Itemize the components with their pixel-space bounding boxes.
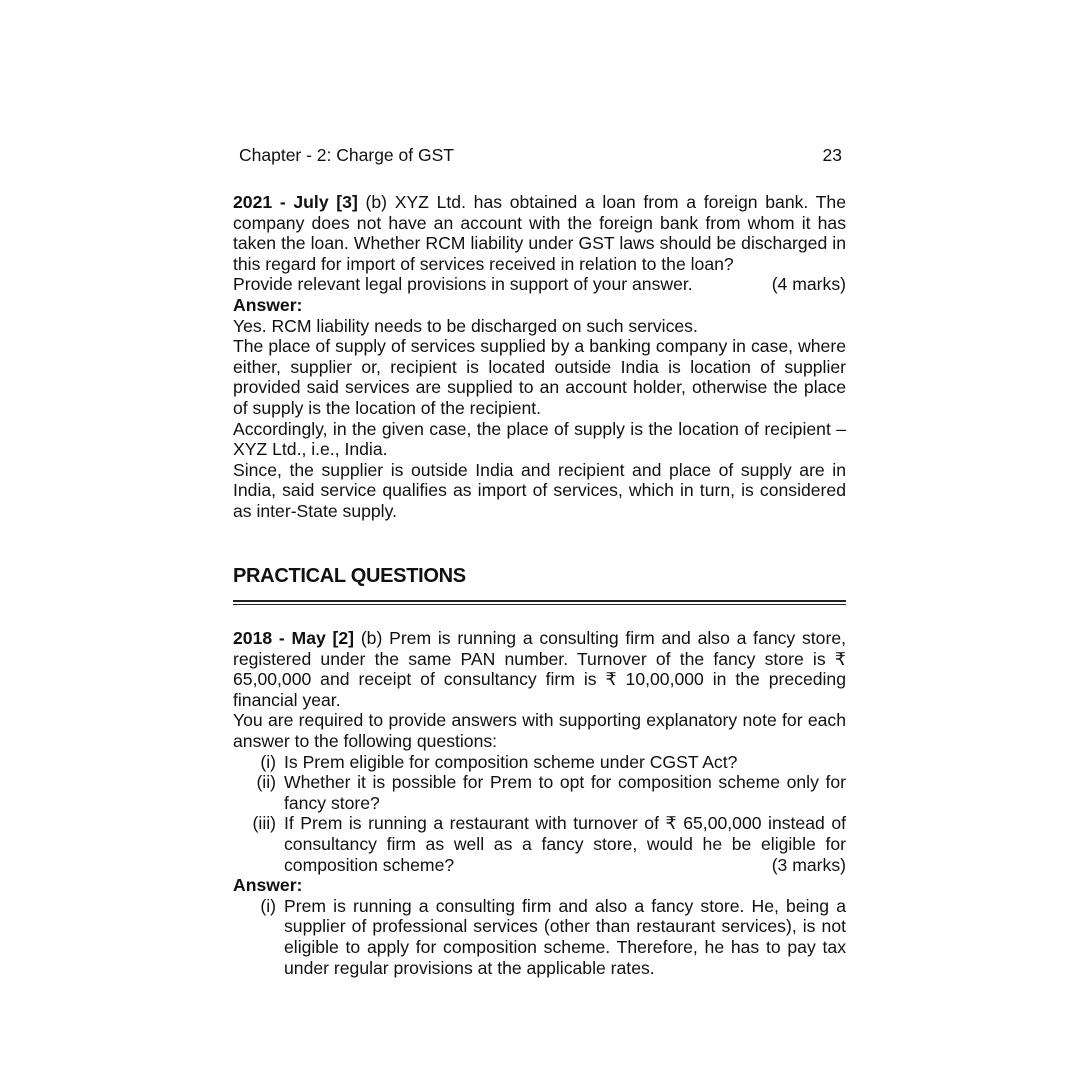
sub-question-text: Whether it is possible for Prem to opt for composition scheme only for fancy store?	[284, 772, 846, 813]
section-heading: PRACTICAL QUESTIONS	[233, 565, 466, 587]
chapter-title: Chapter - 2: Charge of GST	[239, 145, 454, 165]
question-last-line	[233, 274, 846, 295]
answer-paragraph: The place of supply of services supplied by a banking company in case, where either, supplier or, recipient is located outside India is location of supplier provided said services are supplied to an account holder, otherwise the place of supply is the location of the recipient.	[233, 336, 846, 418]
sub-question	[233, 813, 846, 875]
question-1	[233, 192, 846, 274]
page-header	[239, 144, 842, 166]
sub-question-text-end: composition scheme?	[284, 854, 455, 875]
sub-question-text: Is Prem eligible for composition scheme under CGST Act?	[284, 751, 738, 772]
sub-question-number: (ii)	[256, 772, 276, 793]
sub-question-number: (i)	[260, 751, 276, 772]
marks-label: (4 marks)	[771, 274, 846, 295]
sub-question	[233, 752, 846, 773]
question-instruction: Provide relevant legal provisions in support of your answer.	[233, 274, 693, 295]
answer-paragraph: Accordingly, in the given case, the place of supply is the location of recipient – XYZ Ltd., i.e., India.	[233, 418, 846, 460]
question-text: (b) XYZ Ltd. has obtained a loan from a foreign bank. The company does not have an account with the foreign bank from whom it has taken the loan. Whether RCM liability under GST laws should be discharged in this regard for import of services received in relation to the loan?	[233, 192, 846, 274]
answer-label: Answer:	[233, 875, 303, 896]
sub-question-number: (iii)	[252, 813, 276, 834]
marks-label: (3 marks)	[771, 854, 846, 875]
question-text: (b) Prem is running a consulting firm and also a fancy store, registered under the same PAN number. Turnover of the fancy store is ₹ 65,00,000 and receipt of consultancy firm is ₹ 10,00,000 in the preceding financial year.	[233, 628, 847, 710]
question-ref: 2018 - May [2]	[233, 628, 355, 648]
sub-question-text: If Prem is running a restaurant with turnover of ₹ 65,00,000 instead of consultancy firm as well as a fancy store, would he be eligible for	[284, 813, 846, 854]
question-ref: 2021 - July [3]	[233, 192, 358, 212]
section-divider-thin	[233, 604, 846, 605]
answer-paragraph: Since, the supplier is outside India and recipient and place of supply are in India, said service qualifies as import of services, which in turn, is considered as inter-State supply.	[233, 459, 846, 521]
sub-question-last-line	[284, 855, 846, 876]
answer-number: (i)	[260, 895, 276, 916]
question-2	[233, 628, 846, 710]
sub-question	[233, 772, 846, 813]
answer-text: Prem is running a consulting firm and also a fancy store. He, being a supplier of professional services (other than restaurant services), is not eligible to apply for composition scheme. Therefore, he has to pay tax under regular provisions at the applicable rates.	[284, 895, 846, 978]
question-instruction: You are required to provide answers with supporting explanatory note for each answer to the following questions:	[233, 710, 846, 751]
question-block-1	[233, 192, 846, 522]
answer-item	[233, 896, 846, 978]
page-number: 23	[822, 145, 842, 165]
sub-question-text-wrapper	[284, 813, 846, 875]
answer-paragraph: Yes. RCM liability needs to be discharged on such services.	[233, 315, 698, 336]
answer-label: Answer:	[233, 294, 303, 315]
question-block-2	[233, 628, 846, 978]
section-divider-thick	[233, 600, 846, 602]
